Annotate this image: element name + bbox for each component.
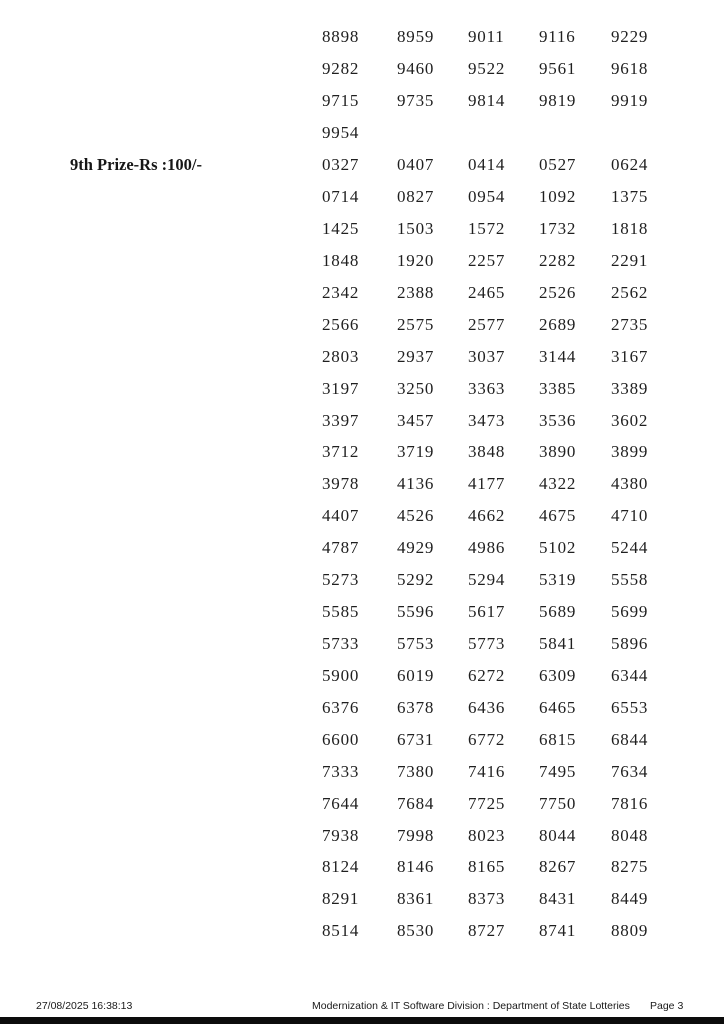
number-cell: 6465 xyxy=(539,697,577,717)
number-cell: 5900 xyxy=(322,665,360,685)
number-cell: 1092 xyxy=(539,187,577,207)
number-cell: 0407 xyxy=(397,155,435,175)
number-cell: 4662 xyxy=(468,506,506,526)
number-row xyxy=(0,883,724,915)
number-cell: 7495 xyxy=(539,761,577,781)
number-cell: 8530 xyxy=(397,921,435,941)
page-bottom-bar xyxy=(0,1017,724,1024)
number-row xyxy=(0,405,724,437)
number-row xyxy=(0,532,724,564)
number-cell: 2735 xyxy=(611,314,649,334)
number-cell: 9919 xyxy=(611,91,649,111)
footer-division-text: Modernization & IT Software Division : Department of State Lotteries xyxy=(312,1000,630,1012)
number-cell: 6436 xyxy=(468,697,506,717)
ninth-prize-label: 9th Prize-Rs :100/- xyxy=(70,155,202,174)
number-cell: 5292 xyxy=(397,570,435,590)
number-cell: 9814 xyxy=(468,91,506,111)
number-row xyxy=(0,692,724,724)
number-cell: 2465 xyxy=(468,282,506,302)
number-row xyxy=(0,724,724,756)
number-row xyxy=(0,181,724,213)
number-cell: 5596 xyxy=(397,602,435,622)
number-cell: 1848 xyxy=(322,250,360,270)
number-cell: 3037 xyxy=(468,346,506,366)
numbers-grid xyxy=(0,22,724,948)
number-cell: 1732 xyxy=(539,218,577,238)
number-cell: 3602 xyxy=(611,410,649,430)
number-cell: 4380 xyxy=(611,474,649,494)
number-row xyxy=(0,277,724,309)
number-row xyxy=(0,820,724,852)
number-cell: 9561 xyxy=(539,59,577,79)
number-row xyxy=(0,149,724,181)
number-cell: 9735 xyxy=(397,91,435,111)
number-cell: 7416 xyxy=(468,761,506,781)
number-row xyxy=(0,500,724,532)
number-row xyxy=(0,851,724,883)
number-cell: 6844 xyxy=(611,729,649,749)
number-row xyxy=(0,373,724,405)
footer-timestamp: 27/08/2025 16:38:13 xyxy=(36,1000,133,1012)
number-cell: 9954 xyxy=(322,123,360,143)
number-cell: 7634 xyxy=(611,761,649,781)
number-row xyxy=(0,85,724,117)
footer-page-number: Page 3 xyxy=(650,1000,684,1012)
number-cell: 5733 xyxy=(322,633,360,653)
number-cell: 3197 xyxy=(322,378,360,398)
number-cell: 9522 xyxy=(468,59,506,79)
number-cell: 2526 xyxy=(539,282,577,302)
number-cell: 6019 xyxy=(397,665,435,685)
number-cell: 9282 xyxy=(322,59,360,79)
number-cell: 9116 xyxy=(539,27,576,47)
number-cell: 4787 xyxy=(322,538,360,558)
number-cell: 3978 xyxy=(322,474,360,494)
number-cell: 3389 xyxy=(611,378,649,398)
number-cell: 4675 xyxy=(539,506,577,526)
number-row xyxy=(0,117,724,149)
number-cell: 6772 xyxy=(468,729,506,749)
number-row xyxy=(0,22,724,54)
number-cell: 5294 xyxy=(468,570,506,590)
number-cell: 5699 xyxy=(611,602,649,622)
number-cell: 8124 xyxy=(322,857,360,877)
number-cell: 7938 xyxy=(322,825,360,845)
number-cell: 0414 xyxy=(468,155,506,175)
number-cell: 7816 xyxy=(611,793,649,813)
number-cell: 8449 xyxy=(611,889,649,909)
number-cell: 2803 xyxy=(322,346,360,366)
number-cell: 8741 xyxy=(539,921,577,941)
number-cell: 0527 xyxy=(539,155,577,175)
number-cell: 4407 xyxy=(322,506,360,526)
number-cell: 6376 xyxy=(322,697,360,717)
number-row xyxy=(0,596,724,628)
number-row xyxy=(0,341,724,373)
number-cell: 6815 xyxy=(539,729,577,749)
number-row xyxy=(0,53,724,85)
number-row xyxy=(0,628,724,660)
number-cell: 2291 xyxy=(611,250,649,270)
number-cell: 8373 xyxy=(468,889,506,909)
number-cell: 0327 xyxy=(322,155,360,175)
number-cell: 6272 xyxy=(468,665,506,685)
number-cell: 2575 xyxy=(397,314,435,334)
number-cell: 6378 xyxy=(397,697,435,717)
number-cell: 8023 xyxy=(468,825,506,845)
number-cell: 8727 xyxy=(468,921,506,941)
number-cell: 6309 xyxy=(539,665,577,685)
number-cell: 7644 xyxy=(322,793,360,813)
number-cell: 9819 xyxy=(539,91,577,111)
number-cell: 3250 xyxy=(397,378,435,398)
number-cell: 8431 xyxy=(539,889,577,909)
number-cell: 6731 xyxy=(397,729,435,749)
number-cell: 1503 xyxy=(397,218,435,238)
number-cell: 0624 xyxy=(611,155,649,175)
number-cell: 0714 xyxy=(322,187,360,207)
number-cell: 8291 xyxy=(322,889,360,909)
number-cell: 8959 xyxy=(397,27,435,47)
number-cell: 8146 xyxy=(397,857,435,877)
number-cell: 3712 xyxy=(322,442,360,462)
number-cell: 2689 xyxy=(539,314,577,334)
number-cell: 8044 xyxy=(539,825,577,845)
number-cell: 7750 xyxy=(539,793,577,813)
number-cell: 3144 xyxy=(539,346,577,366)
number-cell: 2282 xyxy=(539,250,577,270)
number-cell: 6553 xyxy=(611,697,649,717)
number-row xyxy=(0,213,724,245)
number-cell: 1920 xyxy=(397,250,435,270)
number-row xyxy=(0,468,724,500)
number-cell: 7333 xyxy=(322,761,360,781)
number-cell: 1572 xyxy=(468,218,506,238)
number-cell: 2388 xyxy=(397,282,435,302)
number-cell: 2342 xyxy=(322,282,360,302)
number-cell: 9715 xyxy=(322,91,360,111)
number-cell: 5617 xyxy=(468,602,506,622)
number-cell: 5244 xyxy=(611,538,649,558)
number-cell: 8809 xyxy=(611,921,649,941)
number-cell: 5319 xyxy=(539,570,577,590)
number-cell: 0954 xyxy=(468,187,506,207)
number-cell: 7380 xyxy=(397,761,435,781)
number-cell: 6344 xyxy=(611,665,649,685)
number-cell: 4526 xyxy=(397,506,435,526)
number-cell: 4710 xyxy=(611,506,649,526)
number-row xyxy=(0,245,724,277)
number-cell: 8165 xyxy=(468,857,506,877)
number-cell: 8267 xyxy=(539,857,577,877)
number-cell: 4986 xyxy=(468,538,506,558)
page-footer xyxy=(0,999,724,1013)
number-cell: 7684 xyxy=(397,793,435,813)
number-cell: 2562 xyxy=(611,282,649,302)
number-cell: 3457 xyxy=(397,410,435,430)
number-cell: 3848 xyxy=(468,442,506,462)
number-cell: 8048 xyxy=(611,825,649,845)
number-cell: 9229 xyxy=(611,27,649,47)
number-cell: 4177 xyxy=(468,474,506,494)
number-cell: 5585 xyxy=(322,602,360,622)
number-row xyxy=(0,756,724,788)
number-cell: 4322 xyxy=(539,474,577,494)
number-cell: 5753 xyxy=(397,633,435,653)
number-cell: 9618 xyxy=(611,59,649,79)
number-cell: 4929 xyxy=(397,538,435,558)
number-cell: 8361 xyxy=(397,889,435,909)
number-cell: 3385 xyxy=(539,378,577,398)
number-cell: 6600 xyxy=(322,729,360,749)
number-cell: 2577 xyxy=(468,314,506,334)
number-cell: 5558 xyxy=(611,570,649,590)
number-cell: 7998 xyxy=(397,825,435,845)
number-cell: 5689 xyxy=(539,602,577,622)
number-cell: 2937 xyxy=(397,346,435,366)
number-cell: 2257 xyxy=(468,250,506,270)
number-row xyxy=(0,788,724,820)
number-cell: 8898 xyxy=(322,27,360,47)
number-cell: 5773 xyxy=(468,633,506,653)
number-cell: 5896 xyxy=(611,633,649,653)
number-cell: 1425 xyxy=(322,218,360,238)
number-cell: 2566 xyxy=(322,314,360,334)
number-cell: 8275 xyxy=(611,857,649,877)
number-cell: 4136 xyxy=(397,474,435,494)
number-cell: 1375 xyxy=(611,187,649,207)
number-row xyxy=(0,309,724,341)
number-row xyxy=(0,915,724,947)
number-cell: 8514 xyxy=(322,921,360,941)
number-cell: 5102 xyxy=(539,538,577,558)
number-cell: 9460 xyxy=(397,59,435,79)
number-cell: 7725 xyxy=(468,793,506,813)
number-row xyxy=(0,660,724,692)
number-cell: 3899 xyxy=(611,442,649,462)
number-row xyxy=(0,436,724,468)
number-cell: 5841 xyxy=(539,633,577,653)
number-cell: 3536 xyxy=(539,410,577,430)
number-cell: 3719 xyxy=(397,442,435,462)
number-cell: 3473 xyxy=(468,410,506,430)
number-cell: 1818 xyxy=(611,218,649,238)
number-cell: 0827 xyxy=(397,187,435,207)
number-cell: 3363 xyxy=(468,378,506,398)
number-row xyxy=(0,564,724,596)
number-cell: 3167 xyxy=(611,346,649,366)
number-cell: 3890 xyxy=(539,442,577,462)
number-cell: 5273 xyxy=(322,570,360,590)
number-cell: 9011 xyxy=(468,27,505,47)
number-cell: 3397 xyxy=(322,410,360,430)
